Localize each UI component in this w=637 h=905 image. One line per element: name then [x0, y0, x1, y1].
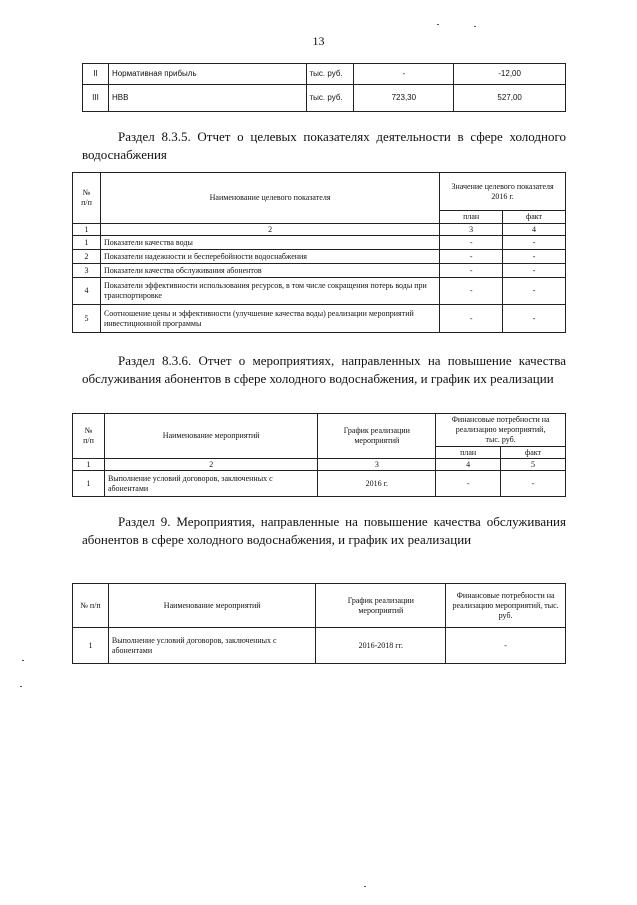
- table-row: [83, 85, 566, 112]
- col-number: 3: [318, 459, 436, 471]
- row-value-2: -12,00: [454, 64, 566, 85]
- row-plan: -: [440, 250, 503, 264]
- row-number: II: [83, 64, 109, 85]
- table-row: [73, 628, 566, 664]
- row-name: Показатели качества воды: [100, 236, 439, 250]
- row-name: Показатели эффективности использования ресурсов, в том числе сокращения потерь воды при транспортировке: [100, 278, 439, 305]
- row-plan: -: [436, 471, 501, 497]
- table-row: [83, 64, 566, 85]
- row-name: Соотношение цены и эффективности (улучшение качества воды) реализации мероприятий инвестиционной программы: [100, 305, 439, 333]
- row-schedule: 2016 г.: [318, 471, 436, 497]
- row-fact: -: [503, 236, 566, 250]
- row-plan: -: [440, 264, 503, 278]
- header-plan: план: [436, 447, 501, 459]
- col-number: 5: [501, 459, 566, 471]
- row-plan: -: [440, 236, 503, 250]
- table-row: [73, 278, 566, 305]
- section-9-table: [72, 583, 566, 664]
- row-number: 5: [73, 305, 101, 333]
- header-num: № п/п: [73, 414, 105, 459]
- section-9-heading: Раздел 9. Мероприятия, направленные на повышение качества обслуживания абонентов в сфере холодного водоснабжения, и график их реализации: [82, 514, 566, 547]
- table-row: [73, 471, 566, 497]
- header-value: Значение целевого показателя 2016 г.: [440, 173, 566, 211]
- row-fact: -: [503, 250, 566, 264]
- row-number: III: [83, 85, 109, 112]
- header-name: Наименование мероприятий: [104, 414, 318, 459]
- row-finance: -: [446, 628, 566, 664]
- row-plan: -: [440, 278, 503, 305]
- table-row: [73, 236, 566, 250]
- row-schedule: 2016-2018 гг.: [316, 628, 446, 664]
- section-836-heading: Раздел 8.3.6. Отчет о мероприятиях, направленных на повышение качества обслуживания абонентов в сфере холодного водоснабжения, и график их реализации: [82, 353, 566, 386]
- row-name: Выполнение условий договоров, заключенных с абонентами: [108, 628, 316, 664]
- row-number: 1: [73, 236, 101, 250]
- row-number: 4: [73, 278, 101, 305]
- col-number: 4: [436, 459, 501, 471]
- header-plan: план: [440, 211, 503, 224]
- row-number: 3: [73, 264, 101, 278]
- header-name: Наименование целевого показателя: [100, 173, 439, 224]
- row-number: 2: [73, 250, 101, 264]
- col-number: 4: [503, 224, 566, 236]
- header-fact: факт: [501, 447, 566, 459]
- row-unit: тыс. руб.: [306, 85, 354, 112]
- section-835-heading: Раздел 8.3.5. Отчет о целевых показателях деятельности в сфере холодного водоснабжения: [82, 129, 566, 162]
- header-num: № п/п: [73, 584, 109, 628]
- section-836-table: [72, 413, 566, 497]
- table-row: [73, 305, 566, 333]
- col-number: 2: [100, 224, 439, 236]
- header-schedule: График реализации мероприятий: [318, 414, 436, 459]
- row-number: 1: [73, 471, 105, 497]
- col-number: 3: [440, 224, 503, 236]
- header-finance: Финансовые потребности на реализацию мероприятий, тыс. руб.: [436, 414, 566, 447]
- col-number: 1: [73, 224, 101, 236]
- row-name: Нормативная прибыль: [108, 64, 306, 85]
- header-schedule: График реализации мероприятий: [316, 584, 446, 628]
- row-name: Показатели качества обслуживания абонентов: [100, 264, 439, 278]
- row-fact: -: [503, 278, 566, 305]
- scan-speck: [364, 886, 366, 887]
- scan-speck: [437, 24, 439, 25]
- row-name: Выполнение условий договоров, заключенных с абонентами: [104, 471, 318, 497]
- row-unit: тыс. руб.: [306, 64, 354, 85]
- row-value-1: 723,30: [354, 85, 454, 112]
- header-name: Наименование мероприятий: [108, 584, 316, 628]
- header-num: № п/п: [73, 173, 101, 224]
- row-plan: -: [440, 305, 503, 333]
- header-fact: факт: [503, 211, 566, 224]
- col-number: 1: [73, 459, 105, 471]
- table-row: [73, 264, 566, 278]
- col-number: 2: [104, 459, 318, 471]
- row-value-1: -: [354, 64, 454, 85]
- scan-speck: [20, 686, 22, 687]
- row-fact: -: [503, 264, 566, 278]
- header-finance: Финансовые потребности на реализацию мероприятий, тыс. руб.: [446, 584, 566, 628]
- top-table: [82, 63, 566, 112]
- row-value-2: 527,00: [454, 85, 566, 112]
- row-fact: -: [503, 305, 566, 333]
- scan-speck: [474, 26, 476, 27]
- table-row: [73, 250, 566, 264]
- row-name: Показатели надежности и бесперебойности водоснабжения: [100, 250, 439, 264]
- section-835-table: [72, 172, 566, 333]
- page-number: 13: [312, 34, 325, 48]
- row-fact: -: [501, 471, 566, 497]
- row-number: 1: [73, 628, 109, 664]
- scan-speck: [22, 660, 24, 661]
- row-name: НВВ: [108, 85, 306, 112]
